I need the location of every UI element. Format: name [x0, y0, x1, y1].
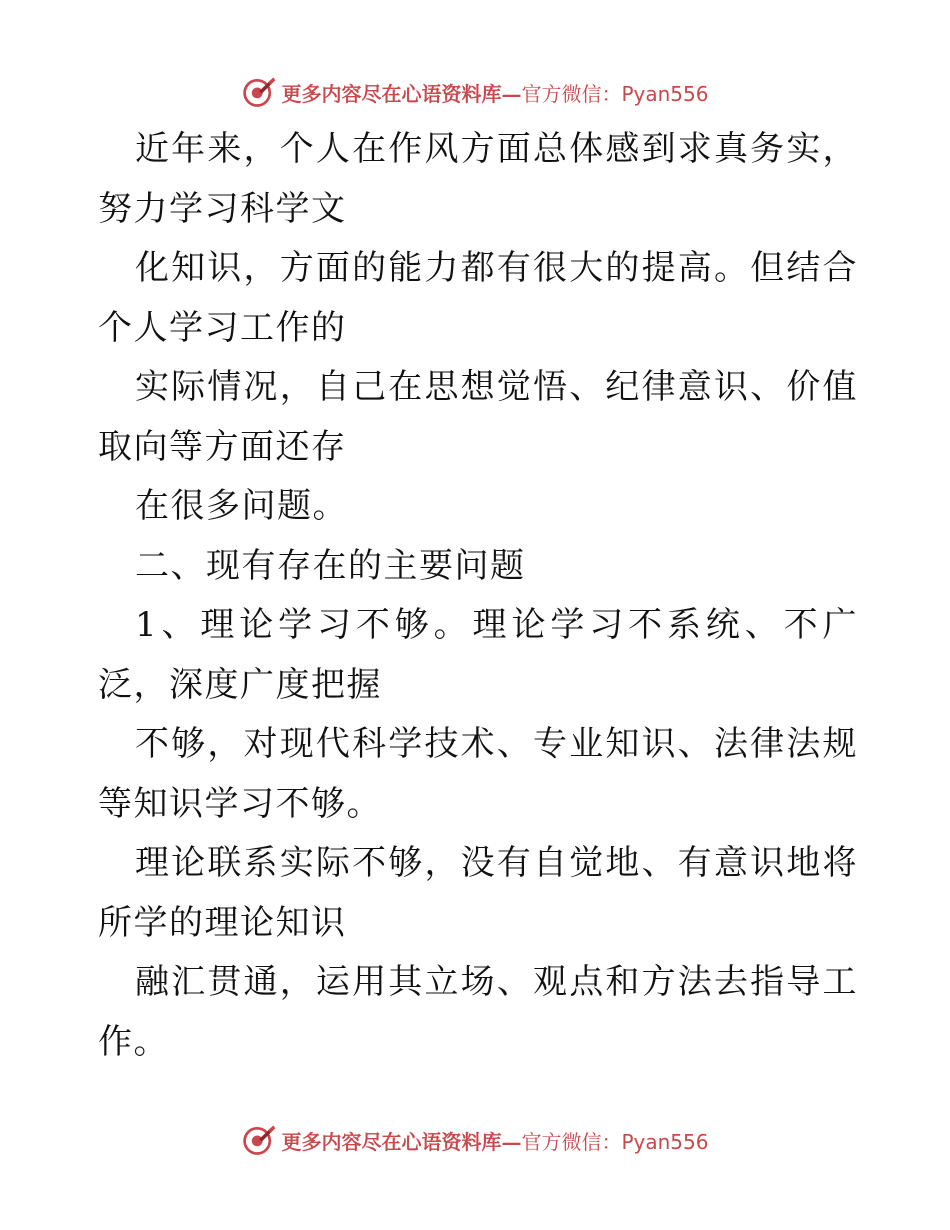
document-body — [98, 120, 858, 1072]
header-wechat: 官方微信：Pyan556 — [521, 81, 709, 106]
paragraph: 实际情况，自己在思想觉悟、纪律意识、价值取向等方面还存 — [98, 367, 858, 467]
paragraph: 1、理论学习不够。理论学习不系统、不广泛，深度广度把握 — [98, 605, 858, 705]
pen-logo-icon — [241, 1122, 277, 1158]
paragraph: 在很多问题。 — [135, 486, 348, 526]
paragraph: 理论联系实际不够，没有自觉地、有意识地将所学的理论知识 — [98, 843, 858, 943]
section-heading: 二、现有存在的主要问题 — [135, 545, 526, 586]
paragraph: 近年来，个人在作风方面总体感到求真务实，努力学习科学文 — [98, 129, 858, 229]
footer-text — [281, 1126, 708, 1155]
footer-wechat: 官方微信：Pyan556 — [521, 1129, 709, 1154]
paragraph: 融汇贯通，运用其立场、观点和方法去指导工作。 — [98, 962, 858, 1062]
footer-banner — [0, 1120, 950, 1160]
paragraph: 不够，对现代科学技术、专业知识、法律法规等知识学习不够。 — [98, 724, 858, 824]
pen-logo-icon — [241, 74, 277, 110]
paragraph: 化知识，方面的能力都有很大的提高。但结合个人学习工作的 — [98, 248, 858, 348]
header-prefix: 更多内容尽在心语资料库— — [281, 81, 522, 106]
header-banner — [0, 72, 950, 112]
header-text — [281, 78, 708, 107]
footer-prefix: 更多内容尽在心语资料库— — [281, 1129, 522, 1154]
